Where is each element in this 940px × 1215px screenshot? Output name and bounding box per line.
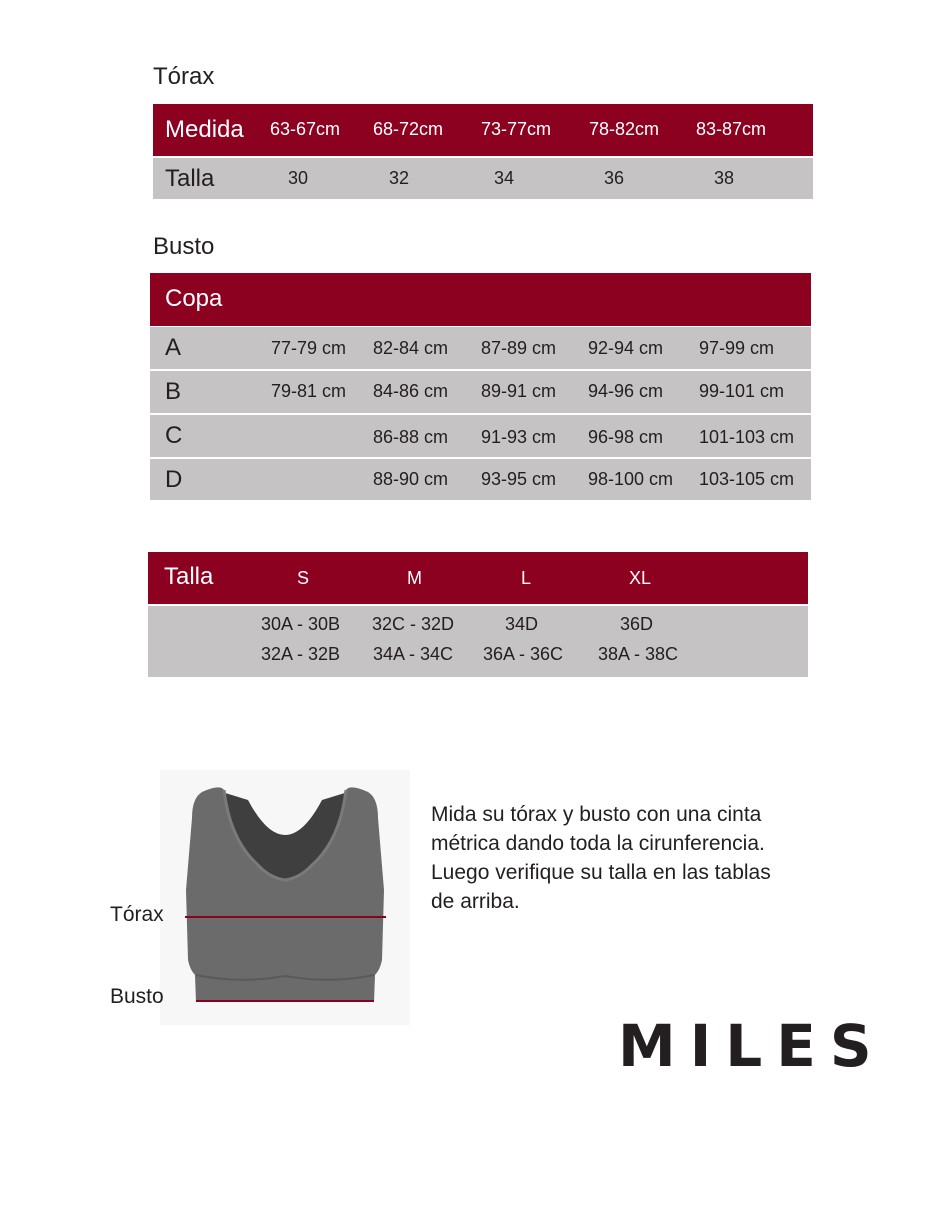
torax-measure: 68-72cm: [373, 119, 444, 139]
busto-header-row: [150, 273, 811, 326]
busto-cup-label: B: [165, 378, 182, 405]
busto-cup-label: A: [165, 334, 182, 361]
torax-size: 38: [714, 168, 735, 188]
sports-bra-image: [160, 770, 410, 1025]
busto-cell: 86-88 cm: [373, 427, 449, 447]
talla-cell: 34A - 34C: [373, 644, 454, 664]
talla-table: [148, 552, 808, 677]
torax-measure: 73-77cm: [481, 119, 552, 139]
brand-logo: MILES: [618, 1012, 886, 1080]
busto-cell: 91-93 cm: [481, 427, 557, 447]
busto-row-b: [150, 371, 811, 413]
busto-cell: 87-89 cm: [481, 338, 557, 358]
torax-header-row: [153, 104, 813, 156]
torax-size: 36: [604, 168, 625, 188]
torax-size: 30: [288, 168, 309, 188]
torax-measure: 63-67cm: [270, 119, 341, 139]
busto-cell: 94-96 cm: [588, 381, 664, 401]
talla-header-label: Talla: [164, 563, 214, 590]
busto-cell: 98-100 cm: [588, 469, 674, 489]
busto-cell: 92-94 cm: [588, 338, 664, 358]
busto-cell: 103-105 cm: [699, 469, 795, 489]
busto-cell: 82-84 cm: [373, 338, 449, 358]
torax-size: 34: [494, 168, 515, 188]
torax-measure: 83-87cm: [696, 119, 767, 139]
talla-cell: 32C - 32D: [372, 614, 455, 634]
instructions-line: Mida su tórax y busto con una cinta: [431, 803, 762, 826]
busto-cup-label: C: [165, 422, 183, 449]
talla-size: XL: [629, 568, 652, 588]
busto-cell: 93-95 cm: [481, 469, 557, 489]
torax-title: Tórax: [153, 63, 215, 90]
talla-size: L: [521, 568, 532, 588]
instructions-line: Luego verifique su talla en las tablas: [431, 861, 771, 884]
instructions-line: métrica dando toda la cirunferencia.: [431, 832, 765, 855]
busto-row-c: [150, 415, 811, 457]
torax-table: [153, 104, 813, 199]
busto-cup-label: D: [165, 466, 183, 493]
busto-cell: 84-86 cm: [373, 381, 449, 401]
talla-cell: 36A - 36C: [483, 644, 564, 664]
busto-cell: 99-101 cm: [699, 381, 785, 401]
busto-row-d: [150, 459, 811, 500]
busto-cell: 88-90 cm: [373, 469, 449, 489]
busto-row-a: [150, 327, 811, 369]
talla-values-row: [148, 606, 808, 677]
busto-cell: 101-103 cm: [699, 427, 795, 447]
torax-size-label: Talla: [165, 165, 215, 192]
talla-header-row: [148, 552, 808, 604]
instructions-text: [431, 800, 831, 916]
talla-size: S: [297, 568, 310, 588]
talla-cell: 36D: [620, 614, 654, 634]
busto-cell: 77-79 cm: [271, 338, 347, 358]
talla-cell: 32A - 32B: [261, 644, 341, 664]
busto-cell: 79-81 cm: [271, 381, 347, 401]
busto-table: [150, 273, 811, 500]
torax-header-label: Medida: [165, 116, 244, 143]
busto-cell: 89-91 cm: [481, 381, 557, 401]
talla-size: M: [407, 568, 422, 588]
torax-size: 32: [389, 168, 410, 188]
busto-header-label: Copa: [165, 285, 223, 312]
busto-cell: 96-98 cm: [588, 427, 664, 447]
talla-cell: 38A - 38C: [598, 644, 679, 664]
talla-cell: 30A - 30B: [261, 614, 341, 634]
torax-size-row: [153, 158, 813, 199]
sports-bra-illustration: [160, 770, 410, 1025]
instructions-line: de arriba.: [431, 890, 520, 913]
busto-callout: Busto: [110, 985, 164, 1008]
talla-cell: 34D: [505, 614, 539, 634]
torax-measure: 78-82cm: [589, 119, 660, 139]
torax-callout: Tórax: [110, 903, 164, 926]
busto-title: Busto: [153, 233, 215, 260]
busto-cell: 97-99 cm: [699, 338, 775, 358]
